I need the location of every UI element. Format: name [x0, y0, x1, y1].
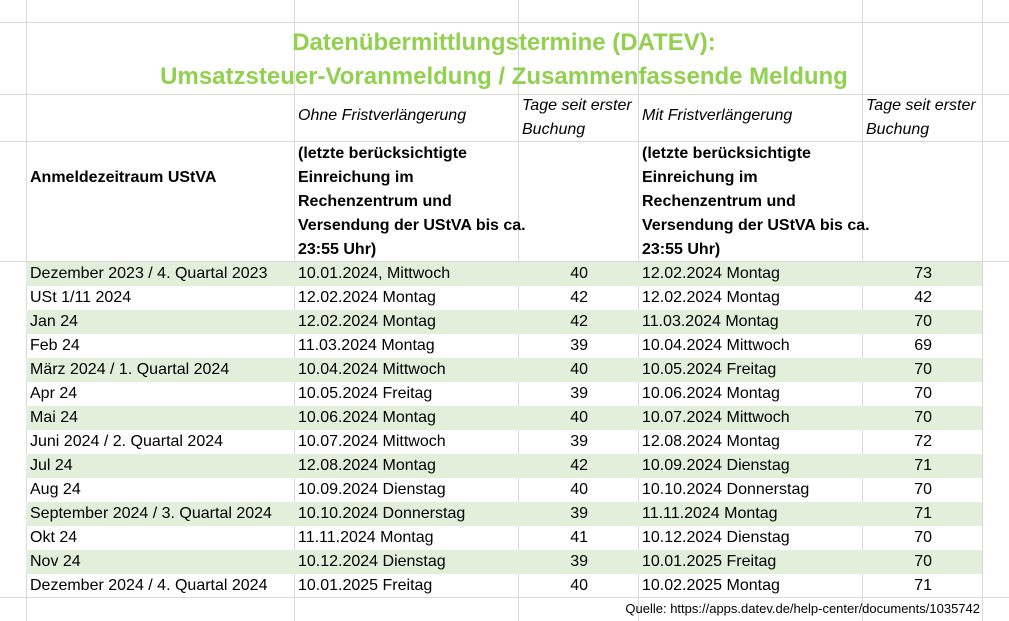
cell-period: Okt 24 [30, 529, 78, 546]
header-days2-line2: Buchung [866, 121, 930, 138]
cell-without: 10.05.2024 Freitag [298, 385, 433, 402]
cell-with: 11.03.2024 Montag [642, 313, 779, 330]
cell-days2: 70 [914, 361, 932, 378]
cell-days1: 40 [570, 481, 588, 498]
cell-with: 10.04.2024 Mittwoch [642, 337, 790, 354]
cell-period: Dezember 2024 / 4. Quartal 2024 [30, 577, 268, 594]
row-band [26, 406, 982, 430]
cell-days2: 70 [914, 553, 932, 570]
cell-days2: 70 [914, 481, 932, 498]
cell-without: 12.08.2024 Montag [298, 457, 436, 474]
cell-days1: 40 [570, 409, 588, 426]
cell-days1: 39 [570, 385, 588, 402]
note-line: Einreichung im [298, 169, 414, 186]
cell-days1: 42 [570, 313, 588, 330]
cell-without: 10.12.2024 Dienstag [298, 553, 446, 570]
cell-period: Mai 24 [30, 409, 79, 426]
cell-days2: 71 [914, 577, 932, 594]
cell-period: Juni 2024 / 2. Quartal 2024 [30, 433, 224, 450]
cell-days2: 69 [914, 337, 932, 354]
cell-without: 11.03.2024 Montag [298, 337, 435, 354]
cell-with: 12.02.2024 Montag [642, 289, 780, 306]
note-line: Versendung der UStVA bis ca. [298, 217, 526, 234]
cell-without: 10.01.2025 Freitag [298, 577, 433, 594]
cell-without: 10.06.2024 Montag [298, 409, 436, 426]
note-line: 23:55 Uhr) [298, 241, 377, 258]
cell-days1: 39 [570, 433, 588, 450]
cell-days2: 70 [914, 529, 932, 546]
cell-with: 10.10.2024 Donnerstag [642, 481, 810, 498]
row-band [26, 310, 982, 334]
cell-days1: 42 [570, 289, 588, 306]
cell-without: 10.07.2024 Mittwoch [298, 433, 446, 450]
cell-with: 12.08.2024 Montag [642, 433, 780, 450]
page-title: Datenübermittlungstermine (DATEV): [292, 29, 716, 56]
cell-days1: 39 [570, 337, 588, 354]
cell-period: September 2024 / 3. Quartal 2024 [30, 505, 272, 522]
cell-without: 10.01.2024, Mittwoch [298, 265, 451, 282]
cell-days2: 72 [914, 433, 932, 450]
note-line: (letzte berücksichtigte [298, 145, 467, 162]
row-band [26, 454, 982, 478]
cell-days1: 40 [570, 265, 588, 282]
cell-days1: 39 [570, 553, 588, 570]
note-line: Rechenzentrum und [642, 193, 796, 210]
note-line: Einreichung im [642, 169, 758, 186]
cell-with: 10.06.2024 Montag [642, 385, 780, 402]
header-period: Anmeldezeitraum UStVA [30, 169, 217, 186]
cell-days1: 39 [570, 505, 588, 522]
cell-with: 10.01.2025 Freitag [642, 553, 777, 570]
cell-days1: 40 [570, 361, 588, 378]
cell-with: 10.09.2024 Dienstag [642, 457, 790, 474]
cell-period: USt 1/11 2024 [30, 289, 132, 306]
header-without-extension: Ohne Fristverlängerung [298, 107, 467, 124]
cell-days1: 40 [570, 577, 588, 594]
cell-period: Jul 24 [30, 457, 73, 474]
note-line: Versendung der UStVA bis ca. [642, 217, 870, 234]
note-line: Rechenzentrum und [298, 193, 452, 210]
cell-days1: 42 [570, 457, 588, 474]
cell-period: Feb 24 [30, 337, 80, 354]
cell-without: 10.04.2024 Mittwoch [298, 361, 446, 378]
row-band [26, 550, 982, 574]
cell-with: 10.12.2024 Dienstag [642, 529, 790, 546]
page-subtitle: Umsatzsteuer-Voranmeldung / Zusammenfassende Meldung [160, 63, 848, 90]
header-days1-line2: Buchung [522, 121, 586, 138]
cell-without: 10.09.2024 Dienstag [298, 481, 446, 498]
cell-without: 12.02.2024 Montag [298, 289, 436, 306]
cell-days2: 71 [914, 457, 932, 474]
header-days1-line1: Tage seit erster [522, 97, 632, 114]
cell-with: 11.11.2024 Montag [642, 505, 778, 522]
source-note: Quelle: https://apps.datev.de/help-center/documents/1035742 [625, 601, 980, 616]
cell-with: 10.07.2024 Mittwoch [642, 409, 790, 426]
cell-period: Dezember 2023 / 4. Quartal 2023 [30, 265, 268, 282]
cell-with: 10.02.2025 Montag [642, 577, 780, 594]
cell-days2: 70 [914, 385, 932, 402]
cell-with: 10.05.2024 Freitag [642, 361, 777, 378]
cell-without: 12.02.2024 Montag [298, 313, 436, 330]
cell-period: März 2024 / 1. Quartal 2024 [30, 361, 230, 378]
cell-period: Apr 24 [30, 385, 78, 402]
cell-period: Nov 24 [30, 553, 81, 570]
cell-days1: 41 [570, 529, 588, 546]
cell-with: 12.02.2024 Montag [642, 265, 780, 282]
cell-days2: 70 [914, 313, 932, 330]
cell-period: Aug 24 [30, 481, 81, 498]
cell-without: 11.11.2024 Montag [298, 529, 434, 546]
cell-without: 10.10.2024 Donnerstag [298, 505, 466, 522]
note-line: (letzte berücksichtigte [642, 145, 811, 162]
cell-days2: 73 [914, 265, 932, 282]
note-line: 23:55 Uhr) [642, 241, 721, 258]
header-days2-line1: Tage seit erster [866, 97, 976, 114]
cell-days2: 42 [914, 289, 932, 306]
cell-days2: 70 [914, 409, 932, 426]
header-with-extension: Mit Fristverlängerung [642, 107, 793, 124]
cell-days2: 71 [914, 505, 932, 522]
cell-period: Jan 24 [30, 313, 79, 330]
